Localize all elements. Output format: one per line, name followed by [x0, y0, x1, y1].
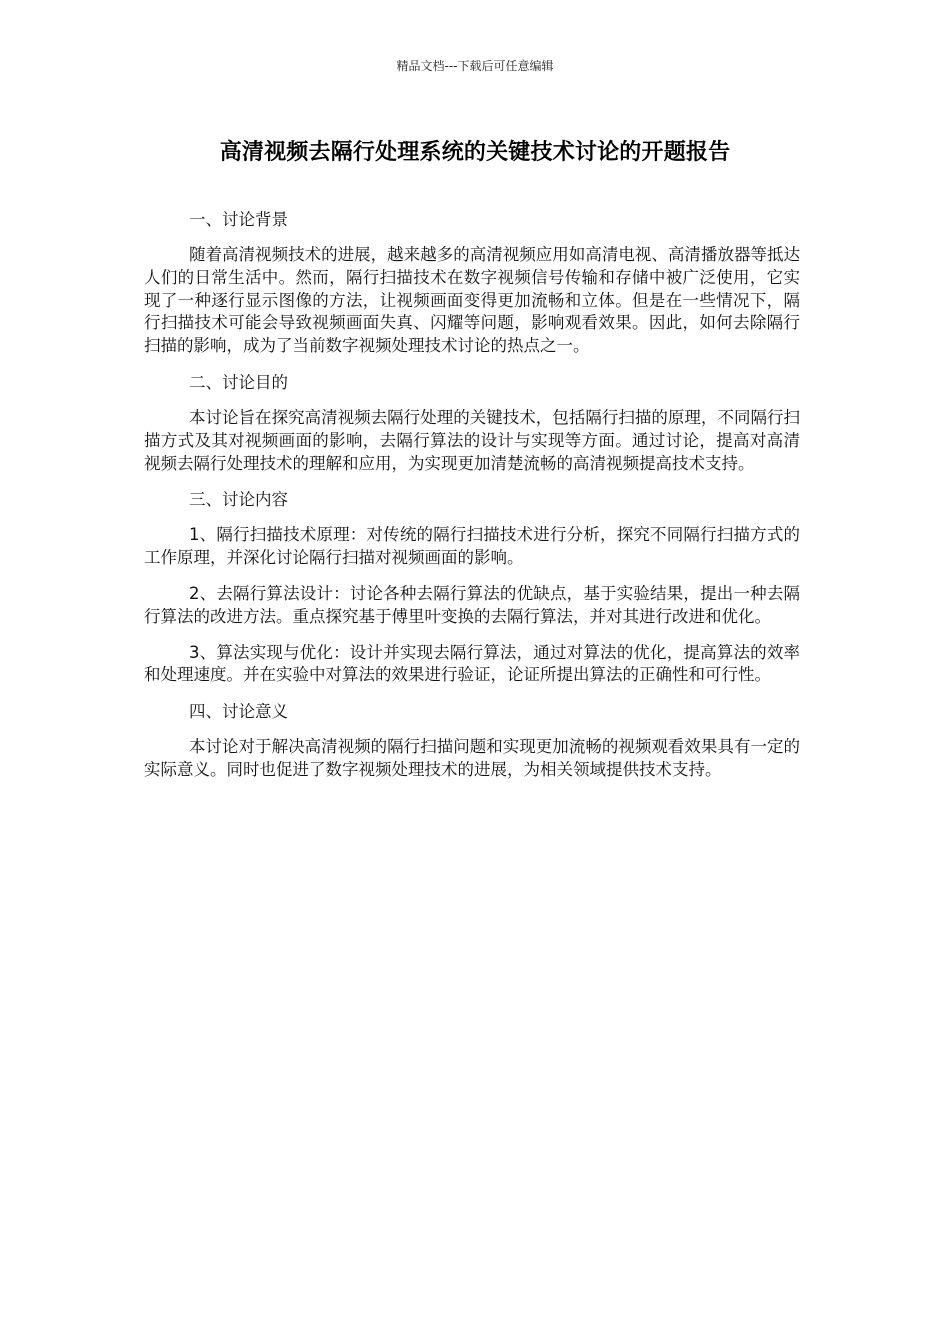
section-heading: 四、讨论意义 [189, 702, 288, 722]
section-content [144, 488, 800, 687]
paragraph: 随着高清视频技术的进展，越来越多的高清视频应用如高清电视、高清播放器等抵达人们的日常生活中。然而，隔行扫描技术在数字视频信号传输和存储中被广泛使用，它实现了一种逐行显示图像的方法，让视频画面变得更加流畅和立体。但是在一些情况下，隔行扫描技术可能会导致视频画面失真、闪耀等问题，影响观看效果。因此，如何去除隔行扫描的影响，成为了当前数字视频处理技术讨论的热点之一。 [144, 245, 800, 356]
section-heading: 三、讨论内容 [189, 490, 288, 510]
section-purpose [144, 371, 800, 475]
section-significance [144, 700, 800, 782]
document-title: 高清视频去隔行处理系统的关键技术讨论的开题报告 [219, 140, 731, 165]
paragraph: 本讨论对于解决高清视频的隔行扫描问题和实现更加流畅的视频观看效果具有一定的实际意义。同时也促进了数字视频处理技术的进展，为相关领域提供技术支持。 [144, 737, 800, 779]
section-heading: 一、讨论背景 [189, 210, 288, 229]
document-body [144, 208, 800, 795]
section-background [144, 208, 800, 358]
paragraph: 1、隔行扫描技术原理：对传统的隔行扫描技术进行分析，探究不同隔行扫描方式的工作原理，并深化讨论隔行扫描对视频画面的影响。 [144, 525, 800, 568]
paragraph: 本讨论旨在探究高清视频去隔行处理的关键技术，包括隔行扫描的原理，不同隔行扫描方式及其对视频画面的影响，去隔行算法的设计与实现等方面。通过讨论，提高对高清视频去隔行处理技术的理解和应用，为实现更加清楚流畅的高清视频提高技术支持。 [144, 407, 800, 473]
paragraph: 3、算法实现与优化：设计并实现去隔行算法，通过对算法的优化，提高算法的效率和处理速度。并在实验中对算法的效果进行验证，论证所提出算法的正确性和可行性。 [144, 642, 800, 685]
paragraph: 2、去隔行算法设计：讨论各种去隔行算法的优缺点，基于实验结果，提出一种去隔行算法的改进方法。重点探究基于傅里叶变换的去隔行算法，并对其进行改进和优化。 [144, 583, 800, 626]
section-heading: 二、讨论目的 [189, 372, 288, 392]
page-header: 精品文档---下载后可任意编辑 [396, 59, 554, 73]
